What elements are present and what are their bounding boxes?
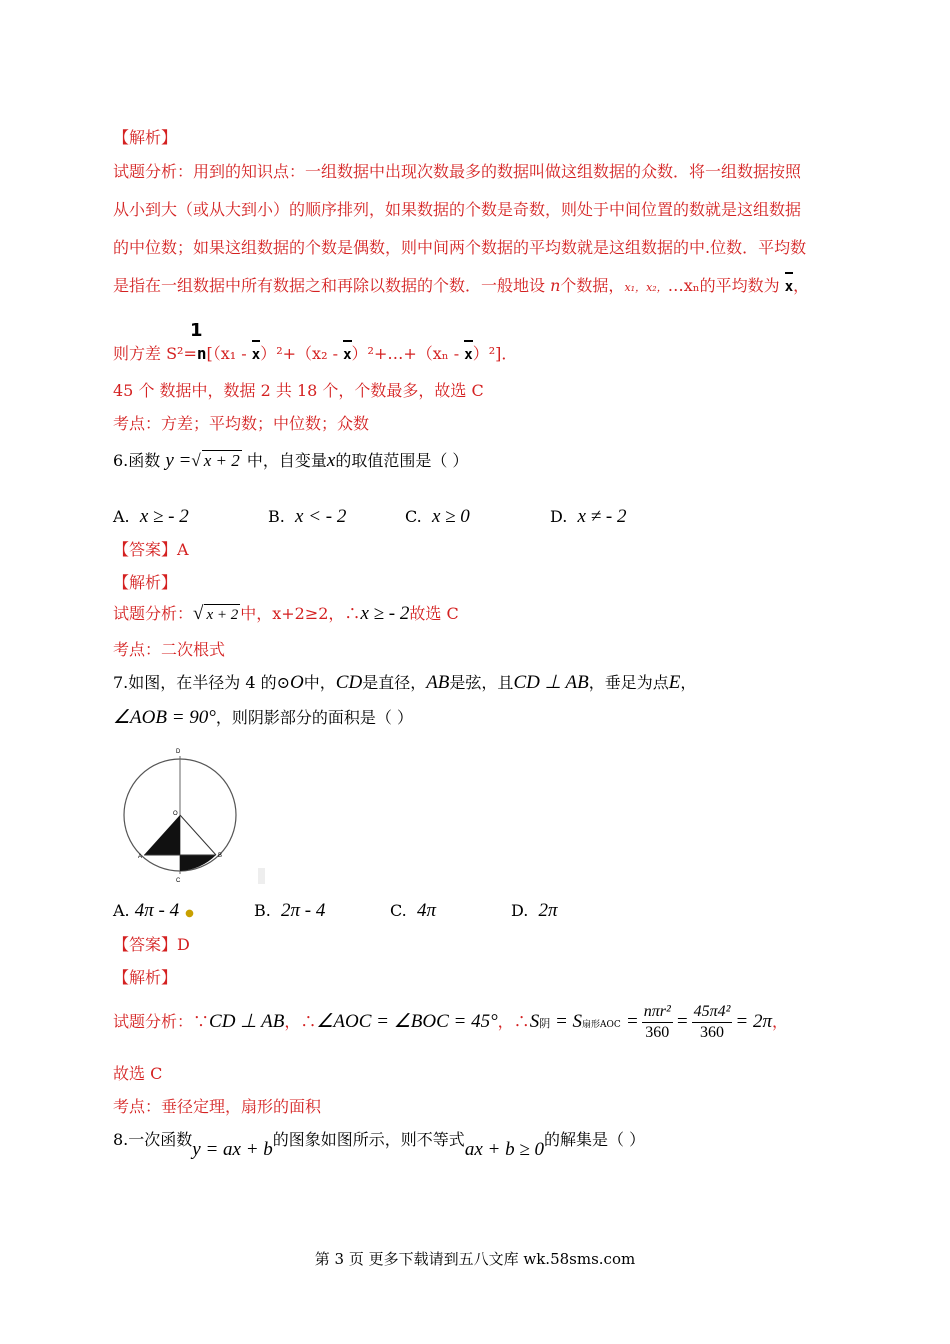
jiexi-label-text: 【解析】: [113, 128, 178, 147]
q7-option-d-label: D.: [511, 901, 529, 920]
q7-frac-1-num: nπr²: [642, 1002, 673, 1023]
q6-option-c-label: C.: [405, 507, 422, 526]
q7-stem1-ab: AB: [426, 672, 450, 693]
q6-option-b-expr: x < - 2: [295, 506, 347, 527]
q7-option-c: [390, 900, 436, 922]
radius-ob: [180, 815, 216, 855]
variance-body-2: ）²+（x₂ -: [260, 344, 338, 363]
q7-analysis-s-sub1: 阴: [539, 1017, 551, 1030]
analysis-line-4-b: 个数据，: [560, 276, 625, 295]
q7-frac-2-den: 360: [699, 1024, 724, 1041]
q8-stem: [113, 1130, 646, 1160]
label-c: C: [176, 878, 181, 884]
page-footer: 第 3 页 更多下载请到五八文库 wk.58sms.com: [314, 1250, 636, 1268]
analysis-line-4-a: 是指在一组数据中所有数据之和再除以数据的个数．一般地设: [113, 276, 546, 295]
analysis-line-4-x1: x₁，: [624, 281, 647, 294]
q6-analysis-c: 故选 C: [409, 604, 459, 623]
q7-analysis-perp: CD ⊥ AB: [209, 1011, 285, 1032]
q7-frac-2: [692, 1002, 733, 1043]
analysis-line-4: [113, 276, 809, 298]
variance-frac-den: n: [196, 344, 207, 363]
q6-stem-a: 6.函数: [113, 451, 161, 470]
q7-analysis: 试题分析：∵CD ⊥ AB，∴∠AOC = ∠BOC = 45°，∴S阴 = S扇形AOC = $\frac{\text{nπr²}}{360}$ = $\frac{\text{45π4²}}{360}$ = 2π，: [113, 1003, 788, 1041]
q7-stem-line2: [113, 708, 413, 728]
q7-option-b-expr: 2π - 4: [281, 900, 326, 921]
label-o: O: [173, 811, 178, 817]
q7-stem1-b: 中，: [303, 673, 336, 692]
xbar-symbol: x: [784, 279, 794, 295]
q6-option-a-label: A.: [113, 507, 130, 526]
q8-ineq: ax + b ≥ 0: [464, 1139, 544, 1160]
q6-analysis-b: 中，x+2≥2，∴: [240, 604, 361, 623]
q6-option-d-label: D.: [550, 507, 568, 526]
q6-stem-c: 的取值范围是（ ）: [335, 451, 469, 470]
q8-stem-a: 8.一次函数: [113, 1130, 193, 1149]
q6-analysis-a: 试题分析：: [113, 604, 194, 623]
analysis-line-4-n: n: [550, 276, 561, 295]
q6-answer: 【答案】A: [113, 540, 189, 559]
variance-body-1: [（x₁ -: [206, 344, 247, 363]
analysis-line-2: 从小到大（或从大到小）的顺序排列，如果数据的个数是奇数，则处于中间位置的数就是这组数据: [113, 200, 802, 219]
q6-analysis-expr: x ≥ - 2: [360, 603, 410, 624]
q7-stem-line1: [113, 673, 696, 693]
label-d: D: [176, 749, 181, 755]
q6-option-b: [268, 506, 346, 528]
q7-option-b-label: B.: [254, 901, 271, 920]
q6-var: x: [326, 450, 336, 471]
variance-body-4: ）²]．: [472, 344, 518, 363]
q7-stem1-c: 是直径，: [362, 673, 427, 692]
q7-option-a-expr: 4π - 4: [134, 900, 180, 921]
q7-frac-1: [642, 1002, 673, 1043]
q7-frac-1-den: 360: [645, 1024, 670, 1041]
variance-line: [113, 344, 517, 365]
jiexi-label-q5: [113, 128, 177, 148]
q7-option-d-expr: 2π: [538, 900, 558, 921]
yellow-dot: ●: [185, 908, 194, 919]
q7-analysis-result: = 2π: [735, 1011, 772, 1032]
q7-option-d: [511, 900, 558, 922]
q7-frac-2-num: 45π4²: [692, 1002, 733, 1023]
q6-analysis: 试题分析：√ x + 2 中，x+2≥2，∴x ≥ - 2故选 C: [113, 603, 459, 624]
q7-kaodian: 考点：垂径定理，扇形的面积: [113, 1097, 322, 1116]
q6-option-c: [405, 506, 470, 528]
shaded-triangle: [144, 815, 180, 855]
analysis-line-1: 试题分析：用到的知识点：一组数据中出现次数最多的数据叫做这组数据的众数．将一组数据按照: [113, 162, 802, 181]
q7-stem1-e: ，垂足为点: [588, 673, 669, 692]
q7-analysis-eq1: = S: [550, 1011, 583, 1032]
q6-stem-b: 中，自变量: [246, 451, 327, 470]
xbar-symbol-1: x: [251, 347, 261, 363]
q7-jiexi-label: 【解析】: [113, 968, 178, 987]
q7-analysis-a: 试题分析：∵: [113, 1012, 210, 1031]
variance-prefix: 则方差 S²=: [113, 344, 197, 363]
q6-radicand: x + 2: [203, 451, 240, 470]
q6-option-a: [113, 506, 189, 528]
analysis-line-4-c: …xₙ的平均数为: [667, 276, 780, 295]
q7-option-b: [254, 900, 325, 922]
q8-func: y = ax + b: [192, 1139, 273, 1160]
analysis-line-3: 的中位数；如果这组数据的个数是偶数，则中间两个数据的平均数就是这组数据的中.位数．平均数: [113, 238, 807, 257]
q7-stem1-f: ，: [680, 673, 697, 692]
q7-option-c-label: C.: [390, 901, 407, 920]
q6-option-a-expr: x ≥ - 2: [139, 506, 189, 527]
q7-option-c-expr: 4π: [416, 900, 436, 921]
q7-stem1-perp: CD ⊥ AB: [513, 672, 589, 693]
q5-conclusion: 45 个 数据中，数据 2 共 18 个，个数最多，故选 C: [113, 381, 484, 400]
xbar-symbol-2: x: [343, 347, 352, 363]
q7-analysis-s: S: [529, 1011, 540, 1032]
q8-stem-c: 的解集是（ ）: [544, 1130, 646, 1149]
q8-stem-b: 的图象如图所示，则不等式: [272, 1130, 465, 1149]
q6-option-b-label: B.: [268, 507, 285, 526]
q7-stem1-E: E: [668, 672, 681, 693]
variance-frac-num: 1: [190, 320, 203, 341]
q6-stem: 6.函数 y =√ x + 2 中，自变量x的取值范围是（ ）: [113, 450, 469, 471]
q6-option-d: [550, 506, 626, 528]
q7-answer: 【答案】D: [113, 935, 190, 954]
q7-analysis-angle: ∠AOC = ∠BOC = 45°: [316, 1011, 498, 1032]
q7-option-a: [113, 900, 194, 922]
q6-kaodian: 考点：二次根式: [113, 640, 226, 659]
q6-analysis-rad: x + 2: [204, 604, 240, 625]
q6-func: y =: [165, 450, 192, 471]
q7-stem2-b: ，则阴影部分的面积是（ ）: [215, 708, 413, 727]
q7-stem1-d: 是弦，且: [449, 673, 514, 692]
q7-option-a-label: A.: [113, 901, 130, 920]
q7-stem1-cd: CD: [335, 672, 363, 693]
q7-conclusion: 故选 C: [113, 1064, 163, 1083]
analysis-line-4-end: ，: [793, 276, 810, 295]
q5-kaodian: 考点：方差；平均数；中位数；众数: [113, 414, 370, 433]
q6-jiexi-label: 【解析】: [113, 573, 178, 592]
q7-analysis-c: ，∴: [497, 1012, 530, 1031]
q7-stem2-angle: ∠AOB = 90°: [113, 707, 216, 728]
q7-analysis-s-sub2: 扇形AOC: [582, 1020, 621, 1030]
label-e: E: [174, 858, 179, 864]
q7-analysis-b: ，∴: [284, 1012, 317, 1031]
label-b: B: [218, 853, 223, 859]
analysis-line-4-x2: x₂，: [646, 281, 668, 294]
q7-stem1-a: 7.如图，在半径为 4 的⊙: [113, 673, 291, 692]
variance-body-3: ）²+…+（xₙ -: [351, 344, 460, 363]
scan-artifact: [258, 868, 265, 884]
q6-option-d-expr: x ≠ - 2: [577, 506, 627, 527]
q6-option-c-expr: x ≥ 0: [431, 506, 470, 527]
q7-analysis-end: ，: [771, 1012, 788, 1031]
label-a: A: [138, 854, 143, 860]
xbar-symbol-3: x: [464, 347, 473, 363]
q7-stem1-o: O: [290, 672, 304, 693]
q7-circle-figure: [118, 740, 278, 890]
